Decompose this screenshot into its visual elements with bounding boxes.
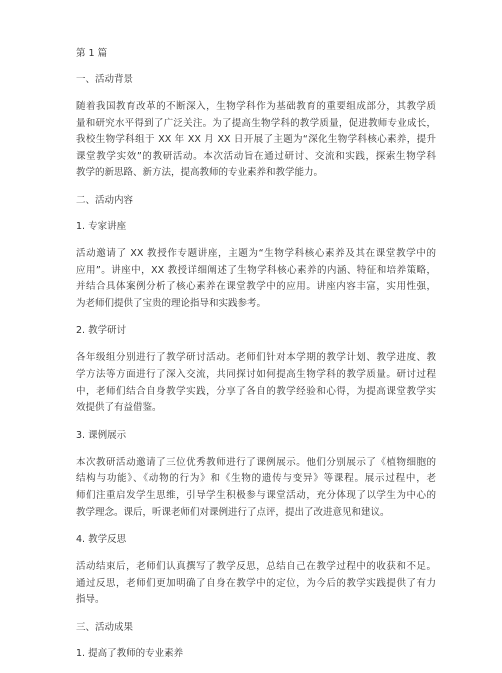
paragraph-line: 通过反思，老师们更加明确了自身在教学中的定位，为今后的教学实践提供了有力 — [76, 577, 436, 589]
paragraph-line: 教学的新思路、新方法，提高教师的专业素养和教学能力。 — [76, 167, 324, 179]
page-label: 第 1 篇 — [76, 48, 108, 59]
paragraph-line: 随着我国教育改革的不断深入，生物学科作为基础教育的重要组成部分，其教学质 — [76, 101, 436, 112]
reflection-paragraph — [76, 559, 436, 609]
section-title-content: 二、活动内容 — [76, 194, 134, 206]
section-title-results: 三、活动成果 — [76, 621, 134, 633]
item-title-lecture: 1. 专家讲座 — [76, 220, 127, 232]
paragraph-line: 课堂教学实效”的教研活动。本次活动旨在通过研讨、交流和实践，探索生物学科 — [76, 150, 436, 162]
paragraph-line: 各年级组分别进行了教学研讨活动。老师们针对本学期的教学计划、教学进度、教 — [76, 352, 436, 364]
item-title-demo: 3. 课例展示 — [76, 429, 127, 441]
background-paragraph — [76, 99, 436, 182]
paragraph-line: 中，老师们结合自身教学实践，分享了各自的教学经验和心得，为提高课堂教学实 — [76, 385, 436, 397]
document-page — [76, 47, 436, 673]
demo-paragraph — [76, 455, 436, 521]
paragraph-line: 量和研究水平得到了广泛关注。为了提高生物学科的教学质量，促进教师专业成长， — [76, 117, 436, 129]
discussion-paragraph — [76, 350, 436, 416]
paragraph-line: 学方法等方面进行了深入交流，共同探讨如何提高生物学科的教学质量。研讨过程 — [76, 368, 436, 380]
paragraph-line: 本次教研活动邀请了三位优秀教师进行了课例展示。他们分别展示了《植物细胞的 — [76, 456, 436, 468]
paragraph-line: 我校生物学科组于 XX 年 XX 月 XX 日开展了主题为“深化生物学科核心素养，提升 — [76, 134, 436, 146]
paragraph-line: 教学理念。课后，听课老师们对课例进行了点评，提出了改进意见和建议。 — [76, 506, 390, 518]
paragraph-line: 应用”。讲座中，XX 教授详细阐述了生物学科核心素养的内涵、特征和培养策略， — [76, 264, 436, 276]
paragraph-line: 为老师们提供了宝贵的理论指导和实践参考。 — [76, 297, 267, 309]
item-title-professional: 1. 提高了教师的专业素养 — [76, 647, 184, 659]
item-title-discussion: 2. 教学研讨 — [76, 325, 127, 337]
paragraph-line: 活动结束后，老师们认真撰写了教学反思，总结自己在教学过程中的收获和不足。 — [76, 561, 436, 573]
paragraph-line: 结构与功能》、《动物的行为》和《生物的遗传与变异》等课程。展示过程中，老 — [76, 473, 436, 485]
paragraph-line: 指导。 — [76, 594, 105, 606]
item-title-reflection: 4. 教学反思 — [76, 534, 127, 546]
paragraph-line: 并结合具体案例分析了核心素养在课堂教学中的应用。讲座内容丰富，实用性强， — [76, 281, 436, 293]
paragraph-line: 活动邀请了 XX 教授作专题讲座，主题为“生物学科核心素养及其在课堂教学中的 — [76, 247, 436, 259]
paragraph-line: 效提供了有益借鉴。 — [76, 402, 162, 414]
section-title-background: 一、活动背景 — [76, 74, 134, 85]
paragraph-line: 师们注重启发学生思维，引导学生积极参与课堂活动，充分体现了以学生为中心的 — [76, 489, 436, 501]
lecture-paragraph — [76, 246, 436, 312]
